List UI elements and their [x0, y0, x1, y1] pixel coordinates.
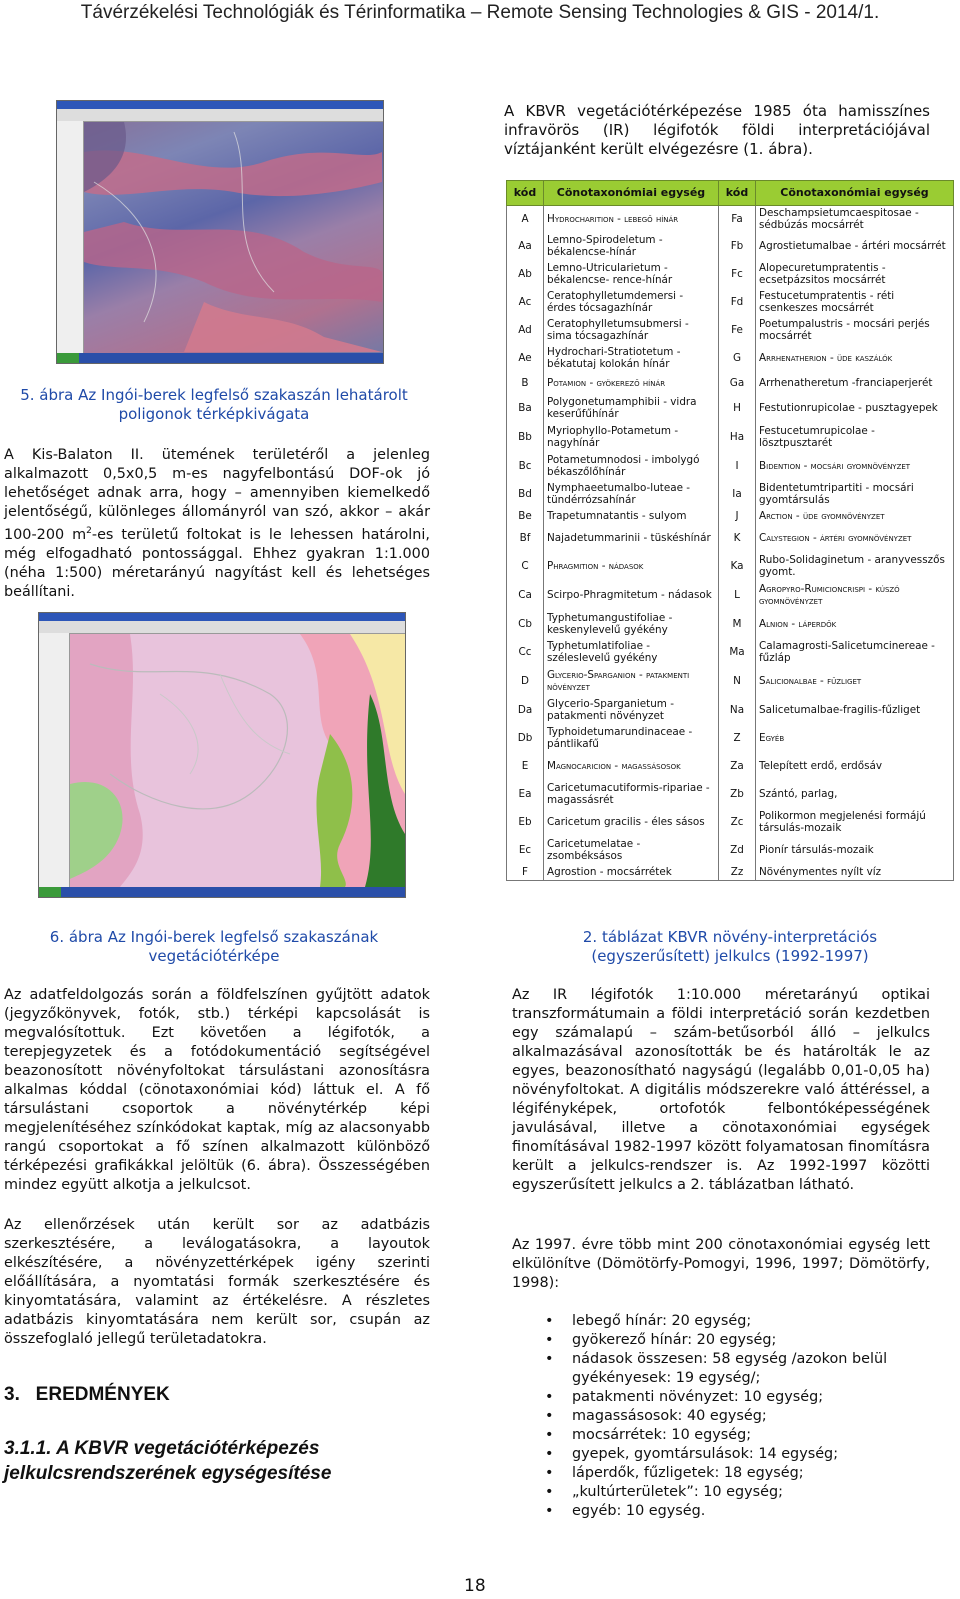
window-titlebar — [39, 613, 405, 621]
window-toolbar — [39, 621, 405, 634]
table-row — [507, 666, 954, 696]
table-row — [507, 422, 954, 452]
table-cell-code: Ia — [719, 480, 756, 508]
table-cell-unit: Arction - üde gyomnövényzet — [756, 508, 954, 524]
table-row — [507, 232, 954, 260]
paragraph-database: Az ellenőrzések után került sor az adatbázis szerkesztésére, a leválogatásokra, a layoutok elkészítésére, a növényzettérképek igény szerinti előállítására, a nyomtatási formák szerkesztésére és kinyomtatására, valamint az értékelésre. A részletes adatbázis kinyomtatására nem került sor, csupán az összefoglaló jellegű területadatokra. — [4, 1217, 430, 1347]
table-row — [507, 288, 954, 316]
window-taskbar — [39, 887, 405, 897]
table-cell-unit: Najadetummarinii - tüskéshínár — [544, 524, 719, 552]
table-cell-unit: Telepített erdő, erdősáv — [756, 752, 954, 780]
table-cell-unit: Potamion - gyökerező hínár — [544, 372, 719, 394]
table-cell-unit: Festucetumrupicolae - lösztpusztarét — [756, 422, 954, 452]
table-cell-unit: Lemno-Utricularietum - békalencse- rence-hínár — [544, 260, 719, 288]
table-cell-unit: Arrhenatheretum -franciaperjerét — [756, 372, 954, 394]
list-item: • gyepek, gyomtársulások: 14 egység; — [512, 1445, 958, 1464]
table-cell-code: Ga — [719, 372, 756, 394]
table-cell-code: F — [507, 864, 544, 880]
table-cell-code: D — [507, 666, 544, 696]
table-row — [507, 452, 954, 480]
start-button — [57, 353, 79, 363]
table-cell-unit: Calystegion - ártéri gyomnövényzet — [756, 524, 954, 552]
table-cell-code: C — [507, 552, 544, 580]
table-cell-unit: Alopecuretumpratentis - ecsetpázsitos mocsárrét — [756, 260, 954, 288]
table-cell-unit: Nymphaeetumalbo-luteae - tündérrózsahínár — [544, 480, 719, 508]
table-cell-code: Cc — [507, 638, 544, 666]
table-cell-code: Fd — [719, 288, 756, 316]
table-cell-unit: Polygonetumamphibii - vidra keserűfűhínár — [544, 394, 719, 422]
table-cell-unit: Phragmition - nádasok — [544, 552, 719, 580]
window-toolbar — [57, 109, 383, 122]
table-cell-unit: Trapetumnatantis - sulyom — [544, 508, 719, 524]
window-titlebar — [57, 101, 383, 109]
page-number: 18 — [464, 1576, 486, 1596]
figure-5-caption: 5. ábra Az Ingói-berek legfelső szakaszán lehatárolt poligonok térképkivágata — [20, 386, 408, 423]
list-item: • nádasok összesen: 58 egység /azokon belül gyékényesek: 19 egység/; — [512, 1350, 958, 1388]
table-cell-unit: Egyéb — [756, 724, 954, 752]
table-row — [507, 394, 954, 422]
table-row — [507, 610, 954, 638]
table-cell-code: Na — [719, 696, 756, 724]
window-sidepanel — [39, 633, 70, 887]
table-cell-unit: Calamagrosti-Salicetumcinereae - fűzláp — [756, 638, 954, 666]
table-cell-code: Ea — [507, 780, 544, 808]
table-cell-code: Aa — [507, 232, 544, 260]
table-cell-code: Zd — [719, 836, 756, 864]
table-cell-unit: Salicionalbae - fűzliget — [756, 666, 954, 696]
table-cell-code: E — [507, 752, 544, 780]
table-cell-unit: Potametumnodosi - imbolygó békaszőlőhínár — [544, 452, 719, 480]
table-cell-code: Ba — [507, 394, 544, 422]
table-cell-code: Fc — [719, 260, 756, 288]
table-cell-code: B — [507, 372, 544, 394]
table-cell-unit: Caricetum gracilis - éles sásos — [544, 808, 719, 836]
list-item: • egyéb: 10 egység. — [512, 1502, 958, 1521]
table-cell-code: N — [719, 666, 756, 696]
table-header: kód — [507, 181, 544, 206]
list-item: • láperdők, fűzligetek: 18 egység; — [512, 1464, 958, 1483]
table-header: Cönotaxonómiai egység — [756, 181, 954, 206]
table-cell-unit: Typhetumlatifoliae - széleslevelű gyékény — [544, 638, 719, 666]
table-cell-unit: Arrhenatherion - üde kaszálók — [756, 344, 954, 372]
table-row — [507, 780, 954, 808]
table-row — [507, 552, 954, 580]
paragraph-data-processing: Az adatfeldolgozás során a földfelszínen gyűjtött adatok (jegyzőkönyvek, fotók, stb.) térképi kapcsolását is megvalósítottuk. Ezt követően a légifotók, a terepjegyzetek és a fotódokumentáció segítségével beazonosított növényfoltokat társulástani azonosításra alkalmas kóddal (cönotaxonómiai kód) láttuk el. A fő társulástani csoportok a növénytérkép képi megjelenítéséhez színkódokat kaptak, míg az alacsonyabb rangú csoportokat a fő színen alkalmazott különböző térképezési grafikákkal jelöltük (6. ábra). Összességében mindez együtt alkotja a jelkulcsot. — [4, 987, 430, 1193]
list-item: • lebegő hínár: 20 egység; — [512, 1312, 958, 1331]
figure-6-map — [38, 612, 406, 898]
table-cell-unit: Caricetumelatae - zsombéksásos — [544, 836, 719, 864]
table-cell-code: Fb — [719, 232, 756, 260]
table-cell-unit: Agrostion - mocsárrétek — [544, 864, 719, 880]
table-cell-unit: Ceratophylletumsubmersi - sima tócsagazhínár — [544, 316, 719, 344]
table-cell-code: Ac — [507, 288, 544, 316]
table-cell-unit: Festutionrupicolae - pusztagyepek — [756, 394, 954, 422]
window-taskbar — [57, 353, 383, 363]
table-row — [507, 524, 954, 552]
table-row — [507, 864, 954, 880]
table-cell-unit: Poetumpalustris - mocsári perjés mocsárrét — [756, 316, 954, 344]
table-cell-unit: Glycerio-Sparganietum - patakmenti növényzet — [544, 696, 719, 724]
table-cell-unit: Polikormon megjelenési formájú társulás-mozaik — [756, 808, 954, 836]
list-item: • patakmenti növényzet: 10 egység; — [512, 1388, 958, 1407]
table-row — [507, 638, 954, 666]
table-cell-code: Zz — [719, 864, 756, 880]
figure-5-map — [56, 100, 384, 364]
table-cell-code: Ma — [719, 638, 756, 666]
table-cell-code: Da — [507, 696, 544, 724]
table-cell-code: Fa — [719, 206, 756, 233]
paragraph-resolution: A Kis-Balaton II. ütemének területéről a jelenleg alkalmazott 0,5x0,5 m-es nagyfelbontású DOF-ok jó lehetőséget adnak arra, hogy – amennyiben kiemelkedő jelentőségű, különleges állományról van szó, akkor – akár 100-200 $m^2-es$ területű foltokat is le lehessen határolni, még elfogadható pontossággal. Ehhez gyakran 1:1.000 (néha 1:500) méretarányú nagyítást kell és lehetséges beállítani. — [4, 447, 430, 600]
table-cell-unit: Hydrochari-Stratiotetum - békatutaj kolokán hínár — [544, 344, 719, 372]
figure-6-caption: 6. ábra Az Ingói-berek legfelső szakaszának vegetációtérképe — [49, 928, 379, 965]
table-row — [507, 836, 954, 864]
table-header: kód — [719, 181, 756, 206]
table-header: Cönotaxonómiai egység — [544, 181, 719, 206]
table-cell-code: Ca — [507, 580, 544, 610]
table-cell-code: Bf — [507, 524, 544, 552]
table-cell-code: Ha — [719, 422, 756, 452]
table-row — [507, 808, 954, 836]
table-row — [507, 508, 954, 524]
table-cell-unit: Lemno-Spirodeletum - békalencse-hínár — [544, 232, 719, 260]
table-cell-code: Zb — [719, 780, 756, 808]
table-cell-unit: Magnocaricion - magassásosok — [544, 752, 719, 780]
table-row — [507, 260, 954, 288]
subsection-heading: 3.1.1. A KBVR vegetációtérképezés jelkulcsrendszerének egységesítése — [4, 1438, 332, 1484]
table-cell-code: Be — [507, 508, 544, 524]
table-cell-code: L — [719, 580, 756, 610]
table-cell-code: G — [719, 344, 756, 372]
table-cell-unit: Növénymentes nyílt víz — [756, 864, 954, 880]
paragraph-units: Az 1997. évre több mint 200 cönotaxonómiai egység lett elkülönítve (Dömötörfy-Pomogyi, 1996, 1997; Dömötörfy, 1998): — [512, 1237, 930, 1291]
table-row — [507, 344, 954, 372]
table-cell-code: H — [719, 394, 756, 422]
table-cell-code: Ka — [719, 552, 756, 580]
table-cell-unit: Salicetumalbae-fragilis-fűzliget — [756, 696, 954, 724]
table-cell-unit: Rubo-Solidaginetum - aranyvesszős gyomt. — [756, 552, 954, 580]
table-cell-unit: Typhetumangustifoliae - keskenylevelű gyékény — [544, 610, 719, 638]
table-cell-code: Ab — [507, 260, 544, 288]
table-cell-unit: Szántó, parlag, — [756, 780, 954, 808]
table-cell-code: Fe — [719, 316, 756, 344]
vegetation-features-svg — [70, 634, 405, 887]
table-row — [507, 372, 954, 394]
page-header: Távérzékelési Technológiák és Térinformatika – Remote Sensing Technologies & GIS - 2014/1. — [80, 2, 880, 23]
table-row — [507, 752, 954, 780]
table-cell-code: Ae — [507, 344, 544, 372]
table-cell-unit: Caricetumacutiformis-ripariae - magassásrét — [544, 780, 719, 808]
table-cell-unit: Bidention - mocsári gyomnövényzet — [756, 452, 954, 480]
table-cell-code: Za — [719, 752, 756, 780]
table-header-row — [507, 181, 954, 206]
list-item: • gyökerező hínár: 20 egység; — [512, 1331, 958, 1350]
table-row — [507, 696, 954, 724]
table-cell-unit: Bidentetumtripartiti - mocsári gyomtársulás — [756, 480, 954, 508]
table-cell-code: Ec — [507, 836, 544, 864]
table-cell-code: Z — [719, 724, 756, 752]
table-cell-unit: Myriophyllo-Potametum - nagyhínár — [544, 422, 719, 452]
table-cell-code: Bb — [507, 422, 544, 452]
table-cell-code: A — [507, 206, 544, 233]
unit-list — [512, 1312, 958, 1521]
table-cell-unit: Deschampsietumcaespitosae - sédbúzás mocsárrét — [756, 206, 954, 233]
table-cell-unit: Pionír társulás-mozaik — [756, 836, 954, 864]
table-cell-unit: Glycerio-Sparganion - patakmenti növényzet — [544, 666, 719, 696]
table-row — [507, 316, 954, 344]
section-heading-results: 3. EREDMÉNYEK — [4, 1384, 170, 1405]
table-cell-code: I — [719, 452, 756, 480]
table-cell-code: Zc — [719, 808, 756, 836]
intro-paragraph: A KBVR vegetációtérképezése 1985 óta hamisszínes infravörös (IR) légifotók földi interpretációjával víztájanként került elvégezésre (1. ábra). — [504, 102, 930, 158]
table-cell-unit: Scirpo-Phragmitetum - nádasok — [544, 580, 719, 610]
table-row — [507, 206, 954, 233]
table-caption: 2. táblázat KBVR növény-interpretációs (egyszerűsített) jelkulcs (1992-1997) — [582, 928, 878, 965]
table-row — [507, 580, 954, 610]
map-features-svg — [84, 122, 382, 352]
paragraph-ir-photos: Az IR légifotók 1:10.000 méretarányú optikai transzformátumain a földi interpretáció során kezdetben egy számalapú – szám-betűsorból álló – jelkulcs alkalmazásával azonosították be és határolták le az egyes, beazonosítható nagyságú (legalább 0,01-0,05 ha) növényfoltokat. A digitális módszerekre való áttéréssel, a légifényképek, ortofotók felbontóképességének javulásával, illetve a cönotaxonómiai egységek finomításával 1982-1997 között folyamatosan finomításra került a jelkulcs-rendszer is. Az 1992-1997 közötti egyszerűsített jelkulcs a 2. táblázatban látható. — [512, 987, 930, 1193]
table-cell-code: Db — [507, 724, 544, 752]
table-cell-code: M — [719, 610, 756, 638]
table-cell-unit: Typhoidetumarundinaceae - pántlikafű — [544, 724, 719, 752]
table-cell-code: Eb — [507, 808, 544, 836]
table-cell-unit: Ceratophylletumdemersi - érdes tócsagazhínár — [544, 288, 719, 316]
start-button — [39, 887, 61, 897]
legend-table — [506, 180, 954, 881]
table-cell-unit: Agrostietumalbae - ártéri mocsárrét — [756, 232, 954, 260]
list-item: • mocsárrétek: 10 egység; — [512, 1426, 958, 1445]
table-row — [507, 724, 954, 752]
table-cell-code: Bd — [507, 480, 544, 508]
table-cell-unit: Hydrocharition - lebegő hínár — [544, 206, 719, 233]
table-row — [507, 480, 954, 508]
table-cell-unit: Festucetumpratentis - réti csenkeszes mocsárrét — [756, 288, 954, 316]
table-cell-unit: Alnion - láperdők — [756, 610, 954, 638]
list-item: • magassásosok: 40 egység; — [512, 1407, 958, 1426]
table-cell-code: Bc — [507, 452, 544, 480]
table-cell-code: K — [719, 524, 756, 552]
window-sidepanel — [57, 121, 84, 353]
table-cell-unit: Agropyro-Rumicioncrispi - kúszó gyomnövényzet — [756, 580, 954, 610]
table-cell-code: Ad — [507, 316, 544, 344]
table-cell-code: Cb — [507, 610, 544, 638]
list-item: • „kultúrterületek”: 10 egység; — [512, 1483, 958, 1502]
table-cell-code: J — [719, 508, 756, 524]
